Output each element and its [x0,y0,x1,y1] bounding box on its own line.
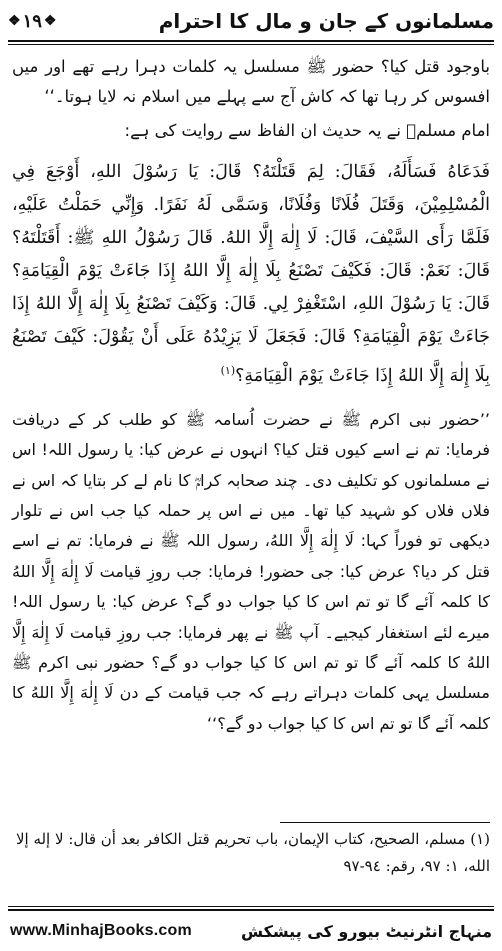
page-body [12,52,490,739]
page-header [8,4,494,38]
page-number-box [8,11,56,32]
footnote-marker: (١) [220,364,236,377]
footer-rule-thin [8,906,494,907]
footnote-rule [280,822,490,823]
footer-rule [8,909,494,911]
header-rule-thin [8,44,494,45]
page-number: ١٩ [22,10,42,32]
ornament-icon: ❖ [43,13,57,29]
running-title: مسلمانوں کے جان و مال کا احترام [158,9,494,33]
website-link[interactable]: www.MinhajBooks.com [10,922,192,939]
ornament-icon: ❖ [8,13,21,29]
urdu-translation: ’’حضور نبی اکرم ﷺ نے حضرت اُسامہ ﷺ کو طلب کر کے دریافت فرمایا: تم نے اسے کیوں قتل کیا؟ انہوں نے عرض کیا: یا رسول اللہ! اس نے مسلمانوں کو تکلیف دی۔ چند صحابہ کرامؓ کا نام لے کر بتایا کہ اس نے فلاں فلاں کو شہید کیا تھا۔ میں نے اس پر حملہ کیا جب اس نے تلوار دیکھی تو فوراً کہا: لَا إِلٰهَ إِلَّا اللهُ، رسول اللہ ﷺ نے فرمایا: تم نے اسے قتل کر دیا؟ عرض کیا: جی حضور! فرمایا: جب روزِ قیامت لَا إِلٰهَ إِلَّا اللهُ کا کلمہ آئے گا تو تم اس کا کیا جواب دو گے؟ عرض کیا: یا رسول اللہ! میرے لئے استغفار کیجیے۔ آپ ﷺ نے پھر فرمایا: جب روزِ قیامت لَا إِلٰهَ إِلَّا اللهُ کا کلمہ آئے گا تو تم اس کا کیا جواب دو گے؟ حضور نبی اکرم ﷺ مسلسل یہی کلمات دہراتے رہے کہ جب قیامت کے دن لَا إِلٰهَ إِلَّا اللهُ کا کلمہ آئے گا تو تم اس کا کیا جواب دو گے؟‘‘ [12,409,490,733]
intro-paragraph: باوجود قتل کیا؟ حضور ﷺ مسلسل یہ کلمات دہرا رہے تھے اور میں افسوس کر رہا تھا کہ کاش آج سے پہلے میں اسلام نہ لایا ہوتا۔‘‘ [12,57,490,106]
publisher-credit: منہاج انٹرنیٹ بیورو کی پیشکش [240,921,492,941]
header-rule [8,40,494,42]
arabic-hadith [12,156,490,393]
arabic-text: فَدَعَاهُ فَسَأَلَهُ، فَقَالَ: لِمَ قَتَلْتَهُ؟ قَالَ: يَا رَسُوْلَ اللهِ، أَوْجَعَ فِي الْمُسْلِمِيْنَ، وَقَتَلَ فُلَانًا وَفُلَانًا، وَسَمَّى لَهُ نَفَرًا. وَإِنِّي حَمَلْتُ عَلَيْهِ، فَلَمَّا رَأَى السَّيْفَ، قَالَ: لَا إِلٰهَ إِلَّا اللهُ. قَالَ رَسُوْلُ اللهِ ﷺ: أَقَتَلْتَهُ؟ قَالَ: نَعَمْ: قَالَ: فَكَيْفَ تَصْنَعُ بِلَا إِلٰهَ إِلَّا اللهُ إِذَا جَاءَتْ يَوْمَ الْقِيَامَةِ؟ قَالَ: يَا رَسُوْلَ اللهِ، اسْتَغْفِرْ لِي. قَالَ: وَكَيْفَ تَصْنَعُ بِلَا إِلٰهَ إِلَّا اللهُ إِذَا جَاءَتْ يَوْمَ الْقِيَامَةِ؟ قَالَ: فَجَعَلَ لَا يَزِيْدُهُ عَلَى أَنْ يَقُوْلَ: كَيْفَ تَصْنَعُ بِلَا إِلٰهَ إِلَّا اللهُ إِذَا جَاءَتْ يَوْمَ الْقِيَامَةِ؟ [12,162,490,386]
page-footer [10,914,492,948]
narration-intro: امام مسلمؒ نے یہ حدیث ان الفاظ سے روایت کی ہے: [124,121,490,140]
footnote: (١) مسلم، الصحيح، كتاب الإيمان، باب تحريم قتل الكافر بعد أن قال: لا إله إلا الله، ١: ٩٧، رقم: ٩٤-٩٧ [15,830,490,875]
